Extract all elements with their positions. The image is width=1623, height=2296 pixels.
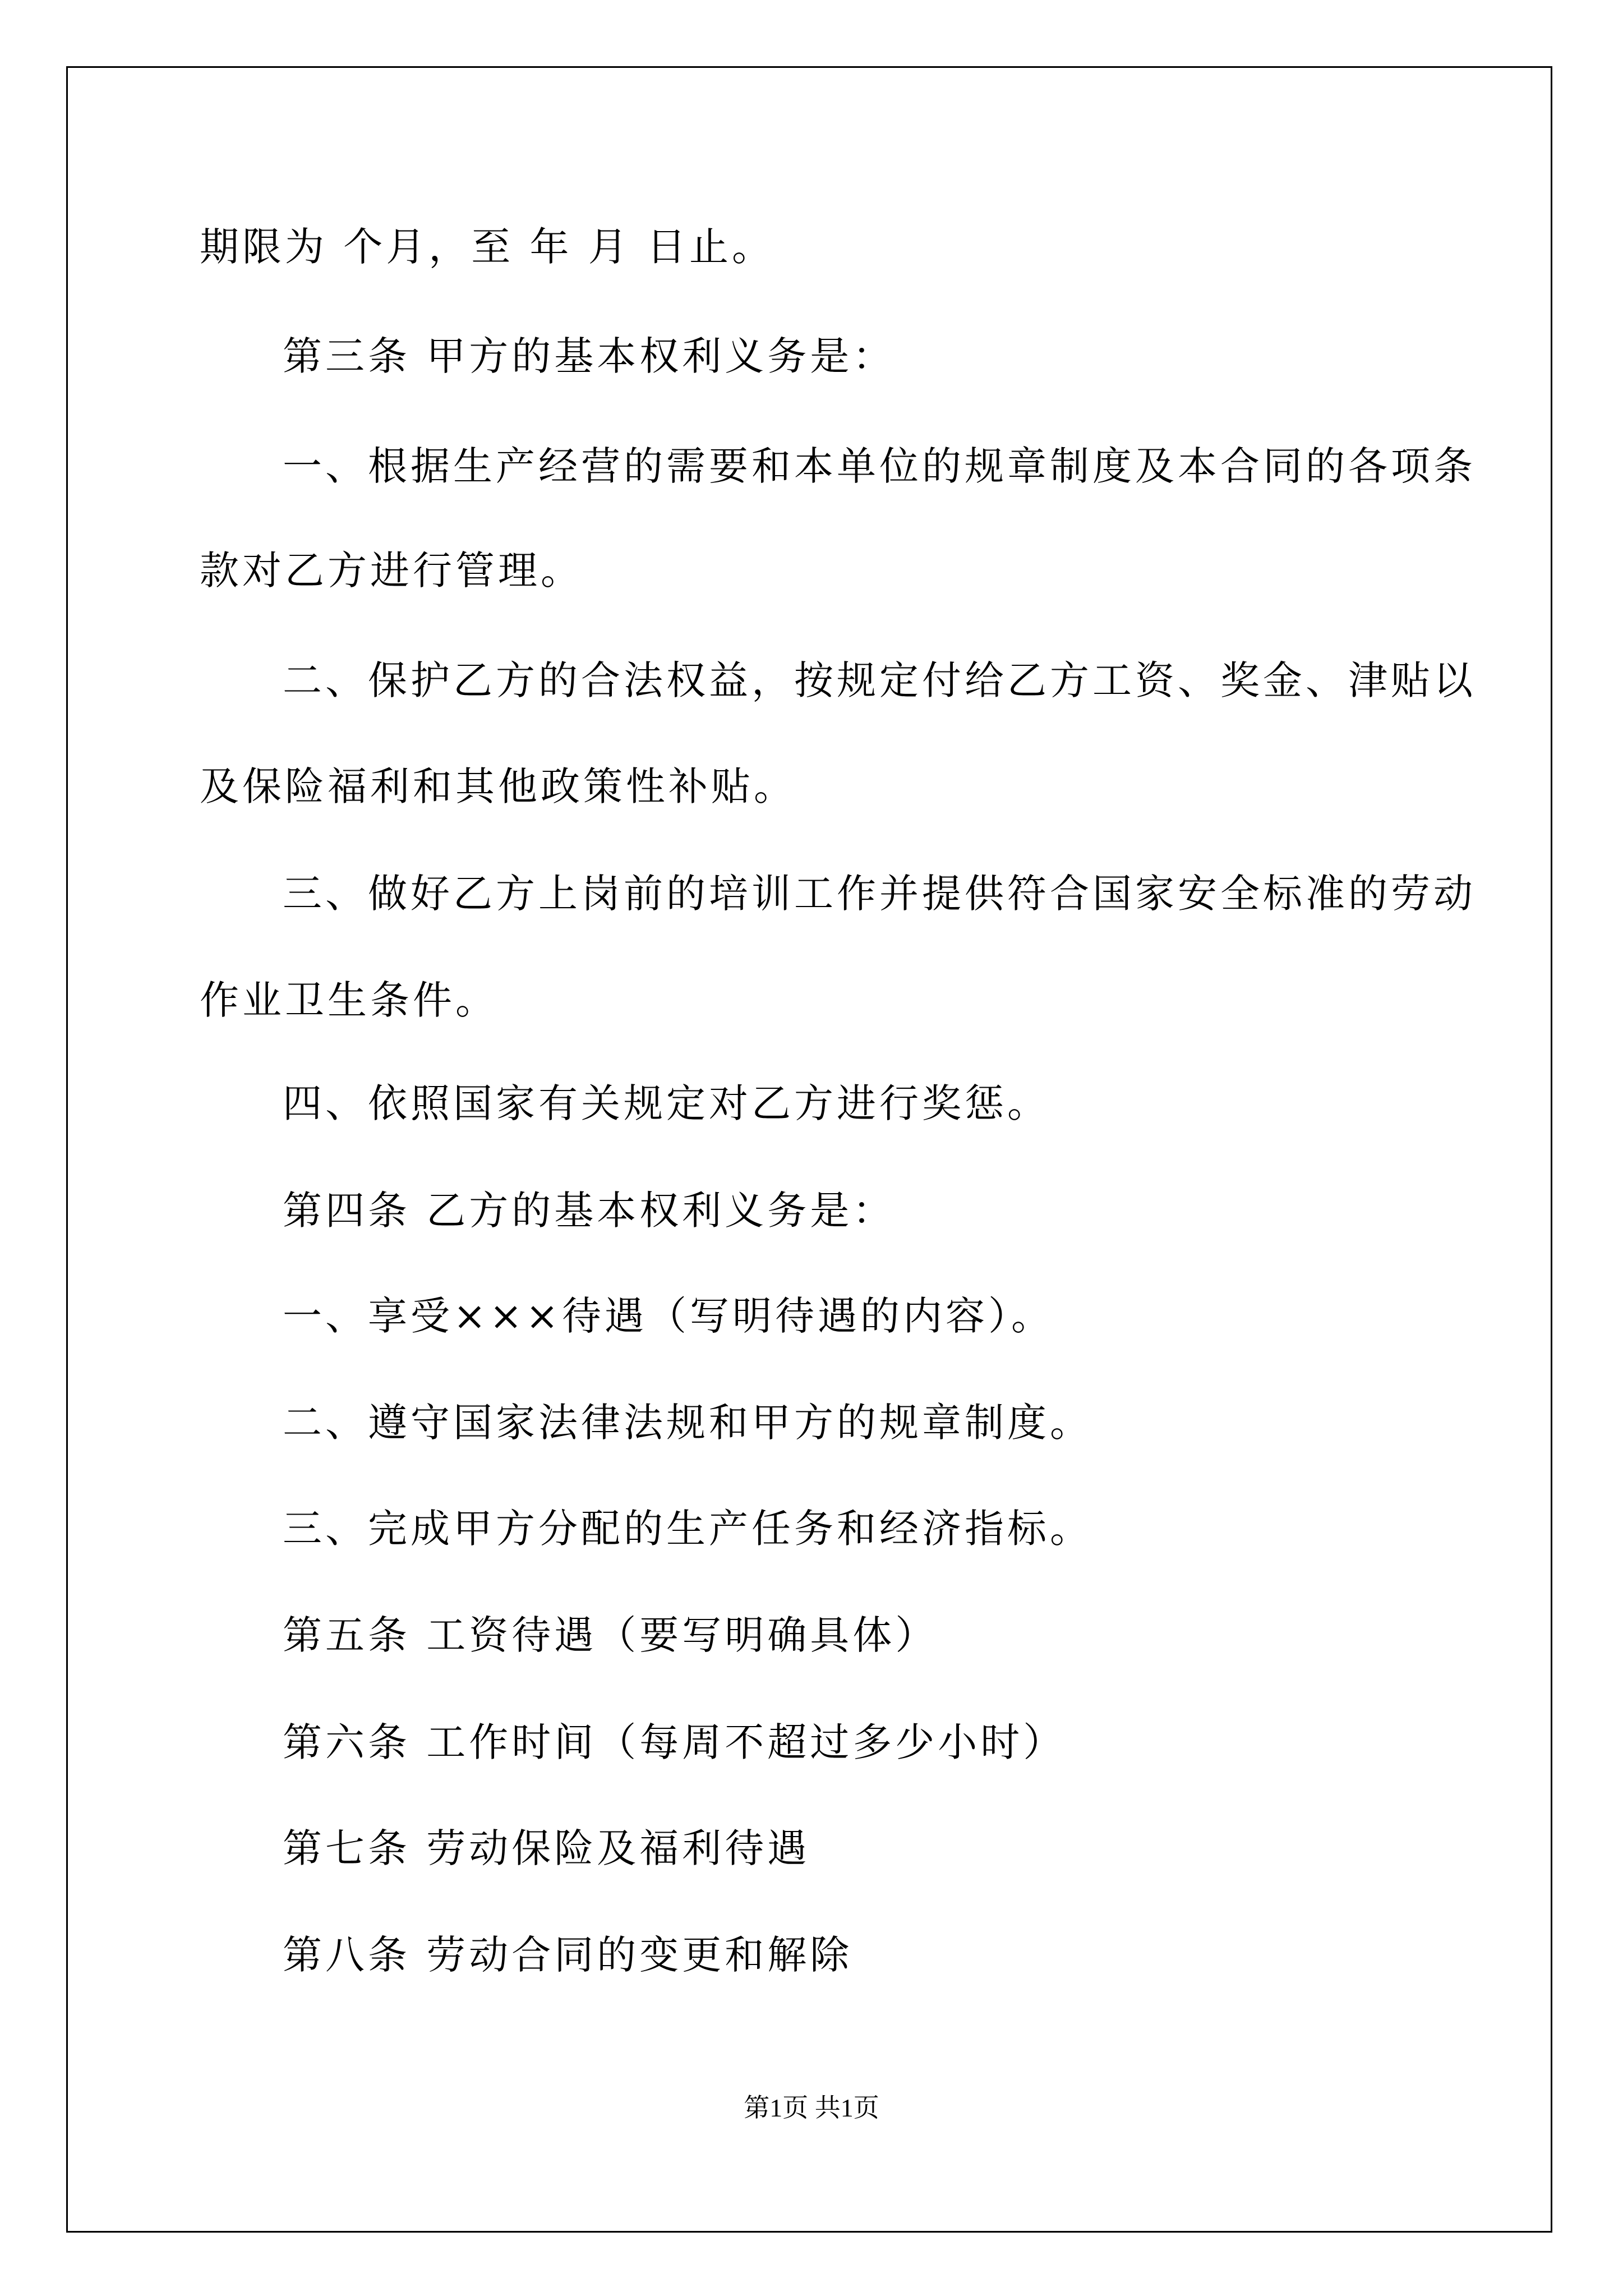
heading-article-3: 第三条 甲方的基本权利义务是： bbox=[283, 333, 896, 379]
page-number-footer: 第1页 共1页 bbox=[744, 2093, 879, 2122]
text-line-article-3-item-1: 一、根据生产经营的需要和本单位的规章制度及本合同的各项条 bbox=[283, 443, 1476, 489]
page-border bbox=[66, 66, 1552, 2233]
heading-article-4: 第四条 乙方的基本权利义务是： bbox=[283, 1188, 896, 1234]
text-line-article-3-item-3: 三、做好乙方上岗前的培训工作并提供符合国家安全标准的劳动 bbox=[283, 871, 1476, 917]
text-line-article-3-item-3-cont: 作业卫生条件。 bbox=[200, 977, 498, 1023]
heading-article-6: 第六条 工作时间（每周不超过多少小时） bbox=[283, 1719, 1066, 1765]
text-line-article-4-item-2: 二、遵守国家法律法规和甲方的规章制度。 bbox=[283, 1400, 1092, 1446]
text-line-term-period: 期限为 个月，至 年 月 日止。 bbox=[200, 224, 775, 270]
text-line-article-3-item-2: 二、保护乙方的合法权益，按规定付给乙方工资、奖金、津贴以 bbox=[283, 657, 1476, 703]
text-line-article-3-item-2-cont: 及保险福利和其他政策性补贴。 bbox=[200, 763, 796, 809]
text-line-article-3-item-1-cont: 款对乙方进行管理。 bbox=[200, 547, 583, 593]
text-line-article-3-item-4: 四、依照国家有关规定对乙方进行奖惩。 bbox=[283, 1080, 1050, 1126]
text-line-article-4-item-3: 三、完成甲方分配的生产任务和经济指标。 bbox=[283, 1506, 1092, 1552]
heading-article-7: 第七条 劳动保险及福利待遇 bbox=[283, 1825, 810, 1871]
heading-article-8: 第八条 劳动合同的变更和解除 bbox=[283, 1932, 853, 1978]
heading-article-5: 第五条 工资待遇（要写明确具体） bbox=[283, 1612, 938, 1658]
text-line-article-4-item-1: 一、享受×××待遇（写明待遇的内容）。 bbox=[283, 1293, 1054, 1339]
